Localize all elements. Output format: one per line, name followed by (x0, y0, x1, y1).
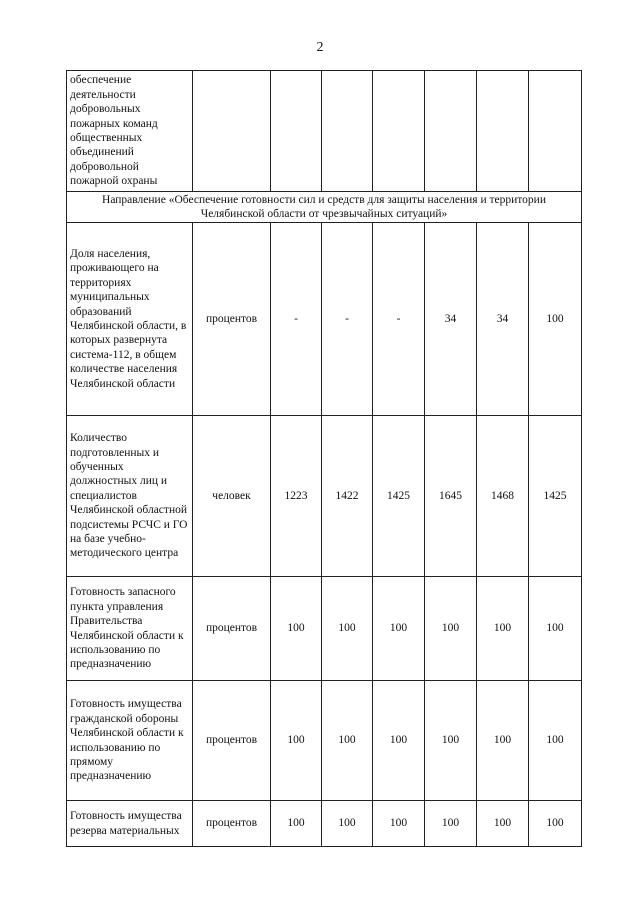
indicator-cell: Готовность имущества резерва материальных (67, 801, 193, 847)
value-cell: 100 (322, 577, 373, 681)
table-row (67, 681, 582, 801)
indicator-cell: обеспечение деятельности добровольных пожарных команд общественных объединений добровольной пожарной охраны (67, 71, 193, 192)
indicators-table (66, 70, 582, 847)
indicator-cell: Доля населения, проживающего на территориях муниципальных образований Челябинской области, в которых развернута система-112, в общем количестве населения Челябинской области (67, 223, 193, 416)
section-heading-row (67, 192, 582, 223)
value-cell: - (271, 223, 322, 416)
value-cell: 100 (373, 577, 425, 681)
unit-cell: процентов (193, 681, 271, 801)
value-cell: 100 (425, 801, 477, 847)
unit-cell (193, 71, 271, 192)
value-cell: - (373, 223, 425, 416)
value-cell: 100 (477, 577, 529, 681)
indicator-cell: Готовность запасного пункта управления Правительства Челябинской области к использованию по предназначению (67, 577, 193, 681)
table-row (67, 801, 582, 847)
value-cell: 100 (271, 577, 322, 681)
value-cell: 1468 (477, 416, 529, 577)
value-cell: 1645 (425, 416, 477, 577)
value-cell: 100 (271, 801, 322, 847)
value-cell: 100 (529, 223, 582, 416)
value-cell (477, 71, 529, 192)
value-cell: 1422 (322, 416, 373, 577)
value-cell (425, 71, 477, 192)
indicator-cell: Готовность имущества гражданской обороны Челябинской области к использованию по прямому предназначению (67, 681, 193, 801)
value-cell (271, 71, 322, 192)
value-cell: 100 (425, 577, 477, 681)
value-cell: 1425 (529, 416, 582, 577)
table-row (67, 223, 582, 416)
value-cell: 100 (529, 801, 582, 847)
value-cell: 100 (529, 681, 582, 801)
value-cell: 100 (477, 681, 529, 801)
section-heading: Направление «Обеспечение готовности сил и средств для защиты населения и территории Челябинской области от чрезвычайных ситуаций» (67, 192, 582, 223)
unit-cell: человек (193, 416, 271, 577)
value-cell: - (322, 223, 373, 416)
value-cell: 1425 (373, 416, 425, 577)
value-cell: 34 (425, 223, 477, 416)
value-cell: 34 (477, 223, 529, 416)
unit-cell: процентов (193, 223, 271, 416)
unit-cell: процентов (193, 801, 271, 847)
table-row (67, 577, 582, 681)
value-cell: 100 (373, 681, 425, 801)
value-cell: 100 (322, 801, 373, 847)
indicator-cell: Количество подготовленных и обученных должностных лиц и специалистов Челябинской областной подсистемы РСЧС и ГО на базе учебно-методического центра (67, 416, 193, 577)
value-cell (373, 71, 425, 192)
value-cell: 100 (425, 681, 477, 801)
value-cell (322, 71, 373, 192)
value-cell: 1223 (271, 416, 322, 577)
value-cell: 100 (271, 681, 322, 801)
value-cell: 100 (529, 577, 582, 681)
page-number: 2 (316, 40, 324, 55)
value-cell (529, 71, 582, 192)
table-row (67, 416, 582, 577)
value-cell: 100 (373, 801, 425, 847)
value-cell: 100 (322, 681, 373, 801)
table-row (67, 71, 582, 192)
value-cell: 100 (477, 801, 529, 847)
unit-cell: процентов (193, 577, 271, 681)
